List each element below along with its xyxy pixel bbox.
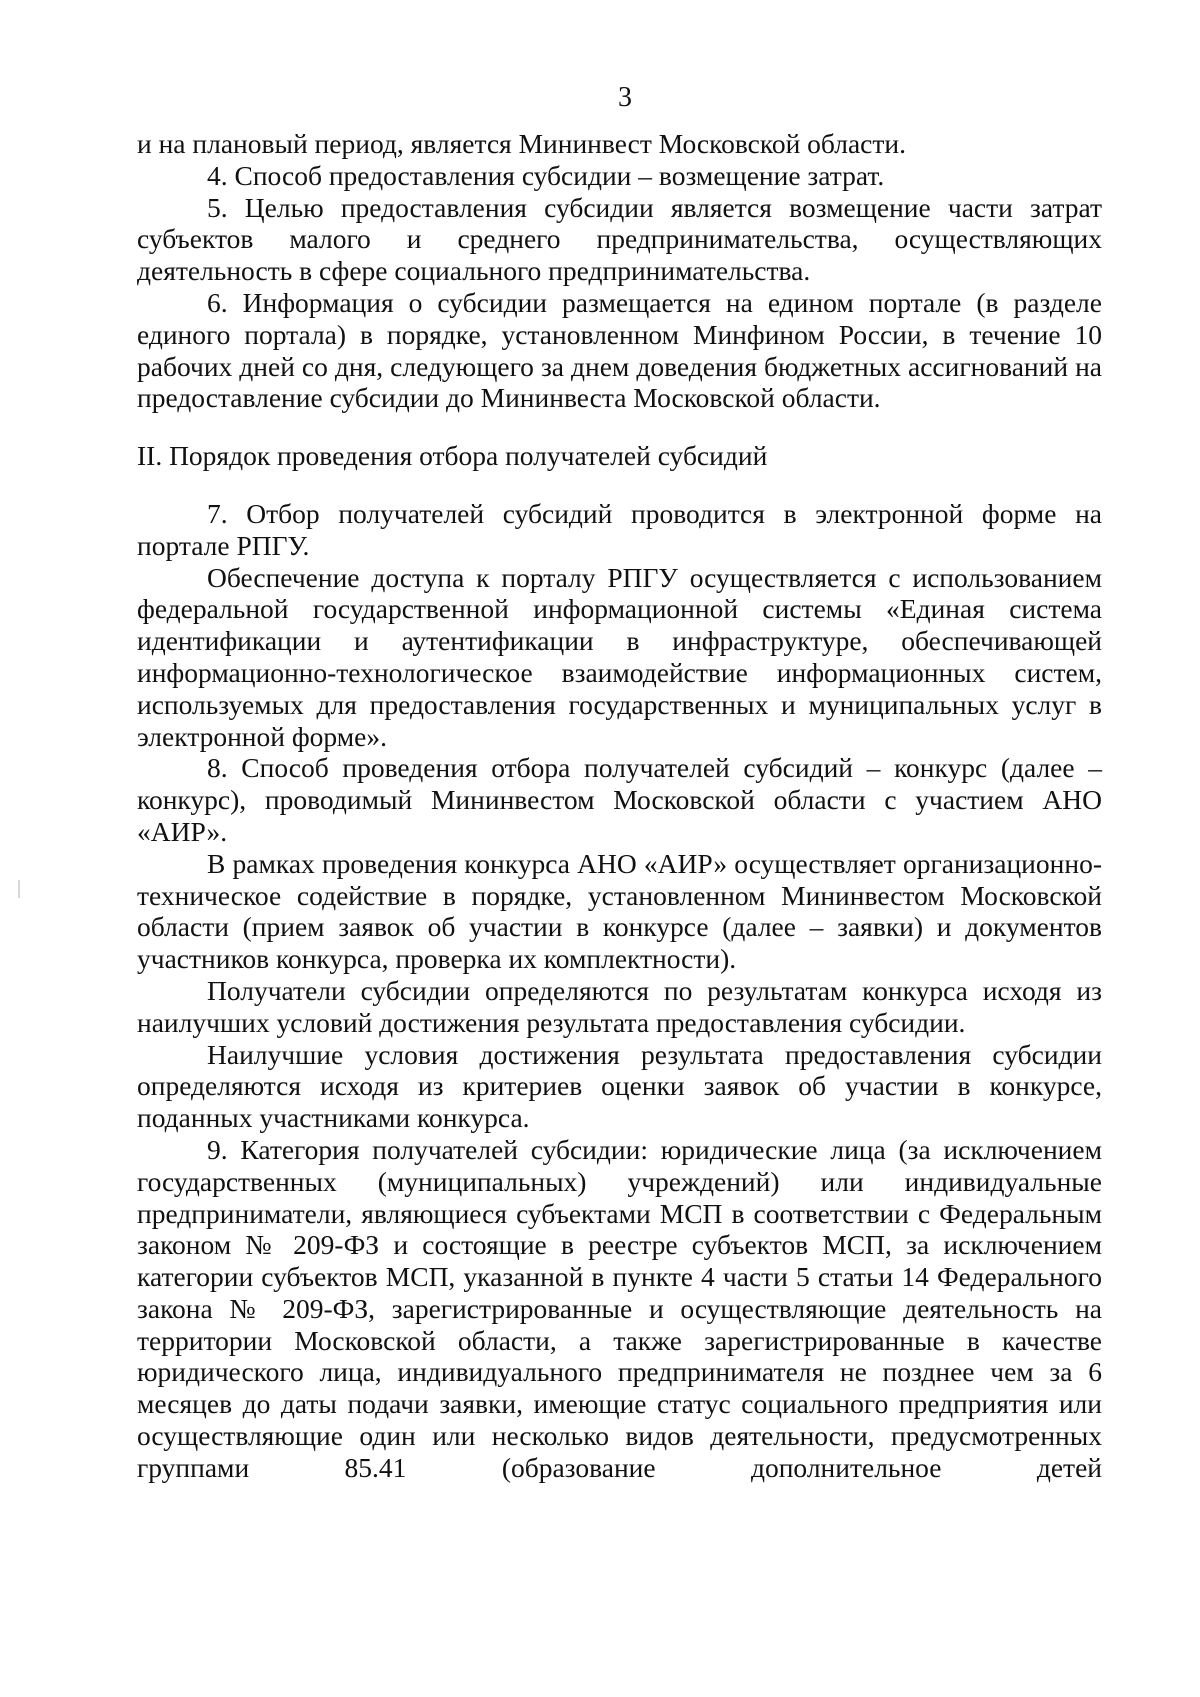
- paragraph-item-6: 6. Информация о субсидии размещается на едином портале (в разделе единого портала) в порядке, установленном Минфином России, в течение 10 рабочих дней со дня, следующего за днем доведения бюджетных ассигнований на предоставление субсидии до Мининвеста Московской области.: [137, 286, 1102, 414]
- paragraph-item-4: 4. Способ предоставления субсидии – возмещение затрат.: [207, 159, 885, 191]
- paragraph-ano-air: В рамках проведения конкурса АНО «АИР» осуществляет организационно-техническое содействие в порядке, установленном Мининвестом Московской области (прием заявок об участии в конкурсе (далее – заявки) и документов участников конкурса, проверка их комплектности).: [137, 847, 1102, 975]
- paragraph-recipients: Получатели субсидии определяются по результатам конкурса исходя из наилучших условий достижения результата предоставления субсидии.: [137, 974, 1102, 1038]
- paragraph-item-9: 9. Категория получателей субсидии: юридические лица (за исключением государственных (муниципальных) учреждений) или индивидуальные предприниматели, являющиеся субъектами МСП в соответствии с Федеральным законом № 209-ФЗ и состоящие в реестре субъектов МСП, за исключением категории субъектов МСП, указанной в пункте 4 части 5 статьи 14 Федерального закона № 209-ФЗ, зарегистрированные и осуществляющие деятельность на территории Московской области, а также зарегистрированные в качестве юридического лица, индивидуального предпринимателя не позднее чем за 6 месяцев до даты подачи заявки, имеющие статус социального предприятия или осуществляющие один или несколько видов деятельности, предусмотренных группами 85.41 (образование дополнительное детей: [137, 1133, 1102, 1483]
- section-heading: II. Порядок проведения отбора получателей субсидий: [137, 440, 768, 472]
- paragraph-item-5: 5. Целью предоставления субсидии является возмещение части затрат субъектов малого и среднего предпринимательства, осуществляющих деятельность в сфере социального предпринимательства.: [137, 191, 1102, 287]
- paragraph-item-8: 8. Способ проведения отбора получателей субсидий – конкурс (далее – конкурс), проводимый Мининвестом Московской области с участием АНО «АИР».: [137, 752, 1102, 847]
- document-body: [137, 128, 1102, 1484]
- paragraph-item-7: 7. Отбор получателей субсидий проводится в электронной форме на портале РПГУ.: [137, 497, 1102, 561]
- scan-mark: [18, 880, 20, 898]
- paragraph-portal-access: Обеспечение доступа к порталу РПГУ осуществляется с использованием федеральной государственной информационной системы «Единая система идентификации и аутентификации в инфраструктуре, обеспечивающей информационно-технологическое взаимодействие информационных систем, используемых для предоставления государственных и муниципальных услуг в электронной форме».: [137, 561, 1102, 752]
- paragraph-best-conditions: Наилучшие условия достижения результата предоставления субсидии определяются исходя из критериев оценки заявок об участии в конкурсе, поданных участниками конкурса.: [137, 1038, 1102, 1134]
- paragraph-continuation: и на плановый период, является Мининвест Московской области.: [137, 128, 906, 159]
- page-number: 3: [618, 82, 632, 113]
